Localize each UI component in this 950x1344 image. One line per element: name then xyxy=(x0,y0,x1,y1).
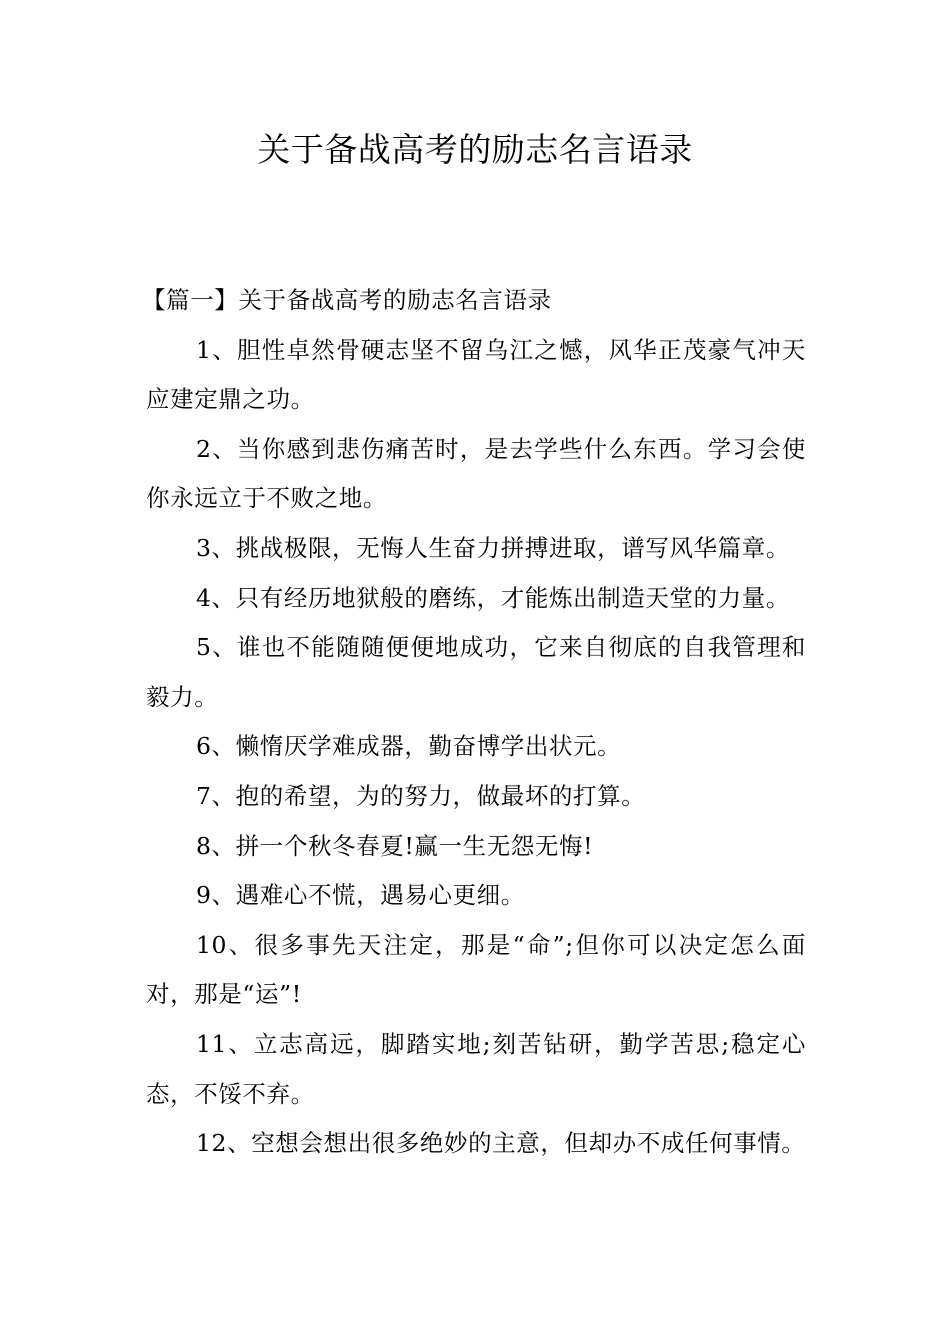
quote-item: 7、抱的希望，为的努力，做最坏的打算。 xyxy=(196,781,646,810)
quote-item: 6、懒惰厌学难成器，勤奋博学出状元。 xyxy=(196,732,622,761)
quote-item: 1、胆性卓然骨硬志坚不留乌江之憾，风华正茂豪气冲天应建定鼎之功。 xyxy=(146,335,806,414)
document-title: 关于备战高考的励志名言语录 xyxy=(257,130,693,169)
section-heading: 【篇一】关于备战高考的励志名言语录 xyxy=(142,286,552,314)
document-body xyxy=(142,276,806,1169)
quote-item: 3、挑战极限，无悔人生奋力拼搏进取，谱写风华篇章。 xyxy=(196,533,790,562)
quote-item: 8、拼一个秋冬春夏!赢一生无怨无悔! xyxy=(196,831,594,860)
quote-item: 9、遇难心不慌，遇易心更细。 xyxy=(196,881,525,910)
quote-item: 2、当你感到悲伤痛苦时，是去学些什么东西。学习会使你永远立于不败之地。 xyxy=(146,434,806,513)
quote-item: 11、立志高远，脚踏实地;刻苦钻研，勤学苦思;稳定心态，不馁不弃。 xyxy=(146,1029,806,1108)
quote-item: 5、谁也不能随随便便地成功，它来自彻底的自我管理和毅力。 xyxy=(146,633,806,711)
quote-item: 12、空想会想出很多绝妙的主意，但却办不成任何事情。 xyxy=(196,1129,806,1158)
quote-item: 10、很多事先天注定，那是“命”;但你可以决定怎么面对，那是“运”! xyxy=(146,930,806,1009)
quote-item: 4、只有经历地狱般的磨练，才能炼出制造天堂的力量。 xyxy=(196,583,790,612)
